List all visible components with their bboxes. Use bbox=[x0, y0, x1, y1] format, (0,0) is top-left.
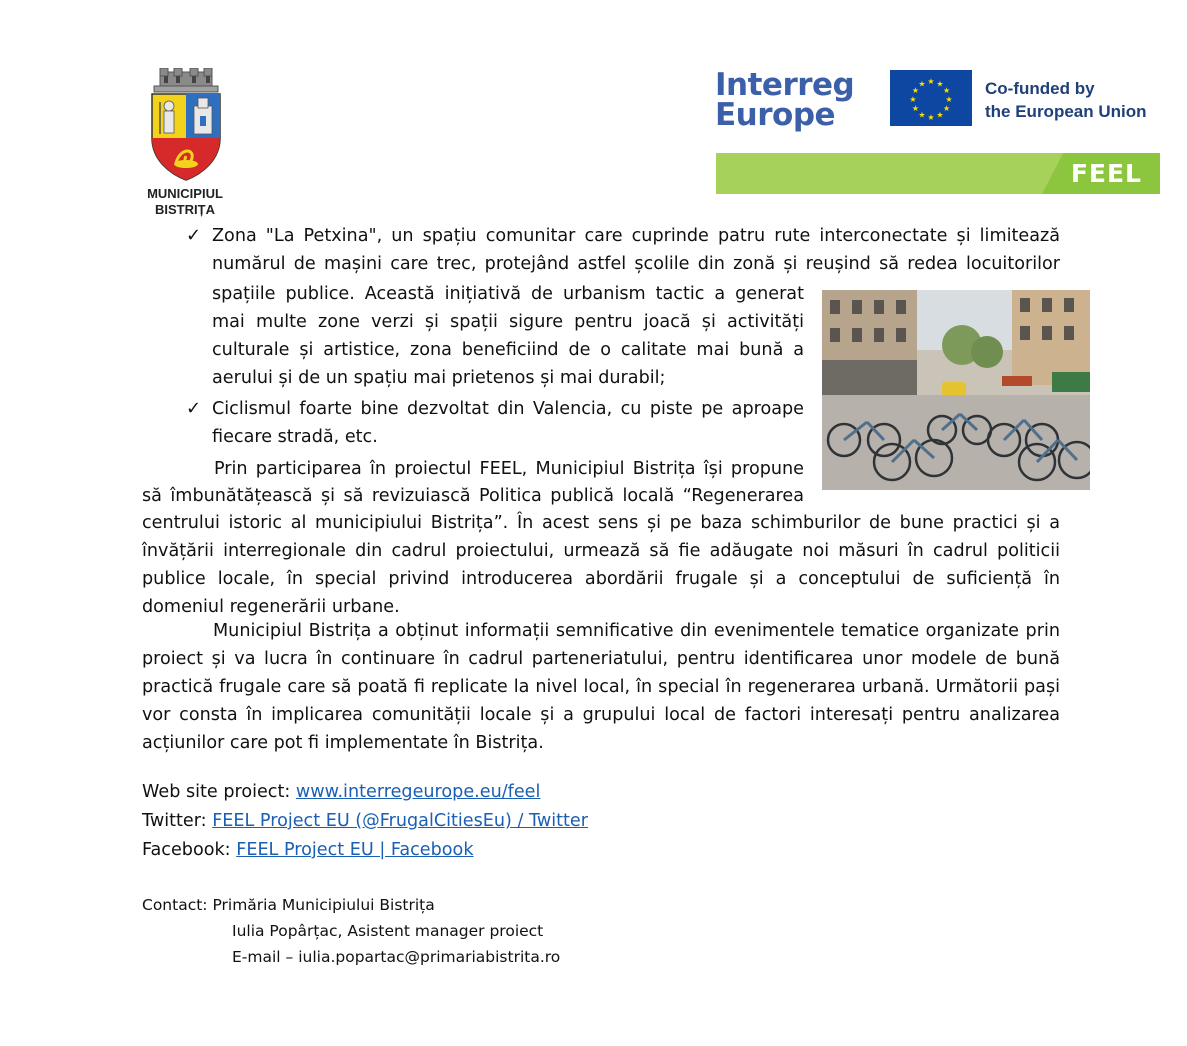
contact-block bbox=[142, 892, 560, 970]
facebook-row bbox=[142, 836, 588, 865]
paragraph-1-line2: să îmbunătățească și să revizuiască Politica publică locală “Regenerarea bbox=[142, 486, 804, 506]
crest-label-line1: MUNICIPIUL bbox=[147, 186, 223, 201]
svg-text:★: ★ bbox=[945, 95, 953, 104]
twitter-row bbox=[142, 807, 588, 836]
contact-name: Iulia Popârțac, Asistent manager proiect bbox=[232, 922, 544, 940]
contact-label: Contact: Primăria Municipiului Bistrița bbox=[142, 896, 435, 914]
svg-text:★: ★ bbox=[943, 104, 951, 113]
cofunded-line2: the European Union bbox=[985, 102, 1147, 121]
website-link[interactable]: www.interregeurope.eu/feel bbox=[295, 782, 541, 802]
municipal-crest-icon bbox=[146, 68, 226, 183]
svg-text:★: ★ bbox=[936, 79, 944, 89]
eu-flag-icon bbox=[890, 70, 972, 126]
website-label: Web site proiect: bbox=[142, 782, 296, 802]
bullet-1-line2: numărul de mașini care trec, protejând astfel școlile din zonă și reușind să redea locuitorilor bbox=[212, 254, 1060, 274]
svg-text:★: ★ bbox=[927, 77, 935, 86]
interreg-logo-line2: Europe bbox=[715, 97, 836, 133]
svg-text:★: ★ bbox=[918, 110, 926, 120]
crest-label-line2: BISTRIȚA bbox=[155, 202, 215, 217]
bullet-1-rest: spațiile publice. Această inițiativă de urbanism tactic a generat mai multe zone verzi și spații sigure pentru joacă și activități culturale și artistice, zona beneficiind de o calitate mai bună a aerului și de un spațiu mai prietenos și mai durabil; bbox=[212, 284, 804, 388]
svg-text:★: ★ bbox=[927, 113, 935, 122]
municipal-crest bbox=[140, 68, 230, 220]
svg-text:★: ★ bbox=[936, 110, 944, 120]
paragraph-2: Municipiul Bistrița a obținut informații semnificative din evenimentele tematice organizate prin proiect și va lucra în continuare în cadrul parteneriatului, pentru identificarea unor modele de bună practică frugale care să poată fi replicate la nivel local, în special în regenerarea urbană. Următorii pași vor consta în implicarea comunității locale și a grupului local de factori interesați pentru analizarea acțiunilor care pot fi implementate în Bistrița. bbox=[142, 621, 1060, 753]
svg-text:★: ★ bbox=[911, 104, 919, 113]
bullet-2-text: Ciclismul foarte bine dezvoltat din Valencia, cu piste pe aproape fiecare stradă, etc. bbox=[212, 399, 804, 447]
svg-text:★: ★ bbox=[909, 95, 917, 104]
website-row bbox=[142, 778, 588, 807]
interreg-logo-line1: Interreg bbox=[715, 67, 855, 103]
cofunded-line1: Co-funded by bbox=[985, 79, 1095, 98]
contact-email: E-mail – iulia.popartac@primariabistrita.ro bbox=[232, 948, 561, 966]
twitter-link[interactable]: FEEL Project EU (@FrugalCitiesEu) / Twitter bbox=[212, 811, 588, 831]
paragraph-1-rest: centrului istoric al municipiului Bistrița”. În acest sens și pe baza schimburilor de bune practici și a învățării interregionale din cadrul proiectului, urmează să fie adăugate noi măsuri în cadrul politicii publice locale, în special privind introducerea abordării frugale și a conceptului de suficiență în domeniul regenerării urbane. bbox=[142, 513, 1060, 617]
paragraph-1-line1: Prin participarea în proiectul FEEL, Municipiul Bistrița își propune bbox=[214, 459, 804, 479]
svg-text:★: ★ bbox=[911, 86, 919, 95]
svg-text:★: ★ bbox=[943, 86, 951, 95]
interreg-europe-logo bbox=[715, 68, 865, 134]
feel-project-banner bbox=[716, 153, 1160, 194]
svg-text:★: ★ bbox=[918, 79, 926, 89]
street-bicycles-photo bbox=[822, 290, 1090, 490]
facebook-label: Facebook: bbox=[142, 840, 237, 860]
project-links bbox=[142, 778, 588, 865]
bullet-1-line1: Zona "La Petxina", un spațiu comunitar care cuprinde patru rute interconectate și limitează bbox=[212, 226, 1060, 246]
checkmark-icon: ✓ bbox=[186, 225, 202, 246]
checkmark-icon: ✓ bbox=[186, 398, 202, 419]
eu-cofunded-text bbox=[985, 77, 1175, 123]
twitter-label: Twitter: bbox=[142, 811, 213, 831]
feel-label: FEEL bbox=[1070, 159, 1142, 188]
facebook-link[interactable]: FEEL Project EU | Facebook bbox=[236, 840, 474, 860]
